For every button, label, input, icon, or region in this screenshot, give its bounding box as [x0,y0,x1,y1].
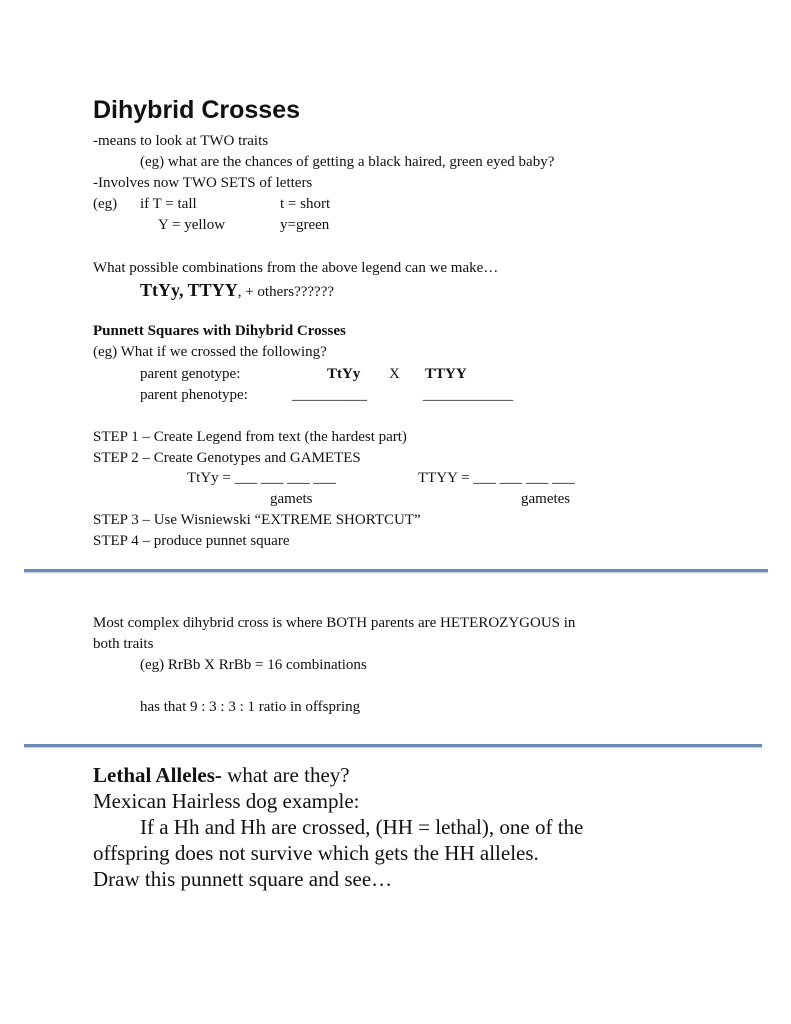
legend-tall: if T = tall [140,196,197,212]
phenotype-label: parent phenotype: [140,387,248,403]
complex-line-2: both traits [93,636,154,652]
lethal-line-5: Draw this punnett square and see… [93,867,393,891]
combos-others: , + others?????? [237,284,335,300]
intro-line-3: -Involves now TWO SETS of letters [93,175,313,191]
complex-example: (eg) RrBb X RrBb = 16 combinations [140,657,367,673]
divider-1 [24,569,768,572]
step-2: STEP 2 – Create Genotypes and GAMETES [93,450,361,466]
gametes-parent-2: TTYY = ___ ___ ___ ___ [418,470,575,486]
phenotype-blank-1: __________ [292,387,367,403]
cross-x: X [389,366,400,382]
combos-question: What possible combinations from the above legend can we make… [93,260,499,276]
intro-line-2: (eg) what are the chances of getting a black haired, green eyed baby? [140,154,555,170]
genotype-parent-2: TTYY [425,366,467,382]
gametes-label-1: gamets [270,491,313,507]
lethal-line-4: offspring does not survive which gets the HH alleles. [93,841,539,865]
step-4: STEP 4 – produce punnet square [93,533,290,549]
punnett-eg: (eg) What if we crossed the following? [93,344,327,360]
lethal-line-2: Mexican Hairless dog example: [93,789,360,813]
lethal-heading-line [93,762,350,788]
combos-examples: TtYy, TTYY [140,280,238,300]
page-title: Dihybrid Crosses [93,96,301,124]
genotype-parent-1: TtYy [327,366,361,382]
punnett-heading: Punnett Squares with Dihybrid Crosses [93,323,346,339]
step-3: STEP 3 – Use Wisniewski “EXTREME SHORTCUT” [93,512,421,528]
lethal-heading-rest: what are they? [221,763,350,787]
lethal-line-3: If a Hh and Hh are crossed, (HH = lethal), one of the [140,815,584,839]
intro-line-1: -means to look at TWO traits [93,133,269,149]
divider-2 [24,744,762,747]
complex-ratio: has that 9 : 3 : 3 : 1 ratio in offspring [140,699,361,715]
combos-line [140,279,334,303]
legend-short: t = short [280,196,331,212]
legend-green: y=green [280,217,330,233]
genotype-label: parent genotype: [140,366,241,382]
gametes-label-2: gametes [521,491,571,507]
phenotype-blank-2: ____________ [423,387,513,403]
legend-yellow: Y = yellow [158,217,226,233]
lethal-heading: Lethal Alleles- [93,763,222,787]
complex-line-1: Most complex dihybrid cross is where BOTH parents are HETEROZYGOUS in [93,615,576,631]
step-1: STEP 1 – Create Legend from text (the hardest part) [93,429,407,445]
gametes-parent-1: TtYy = ___ ___ ___ ___ [187,470,336,486]
intro-eg: (eg) [93,196,118,212]
